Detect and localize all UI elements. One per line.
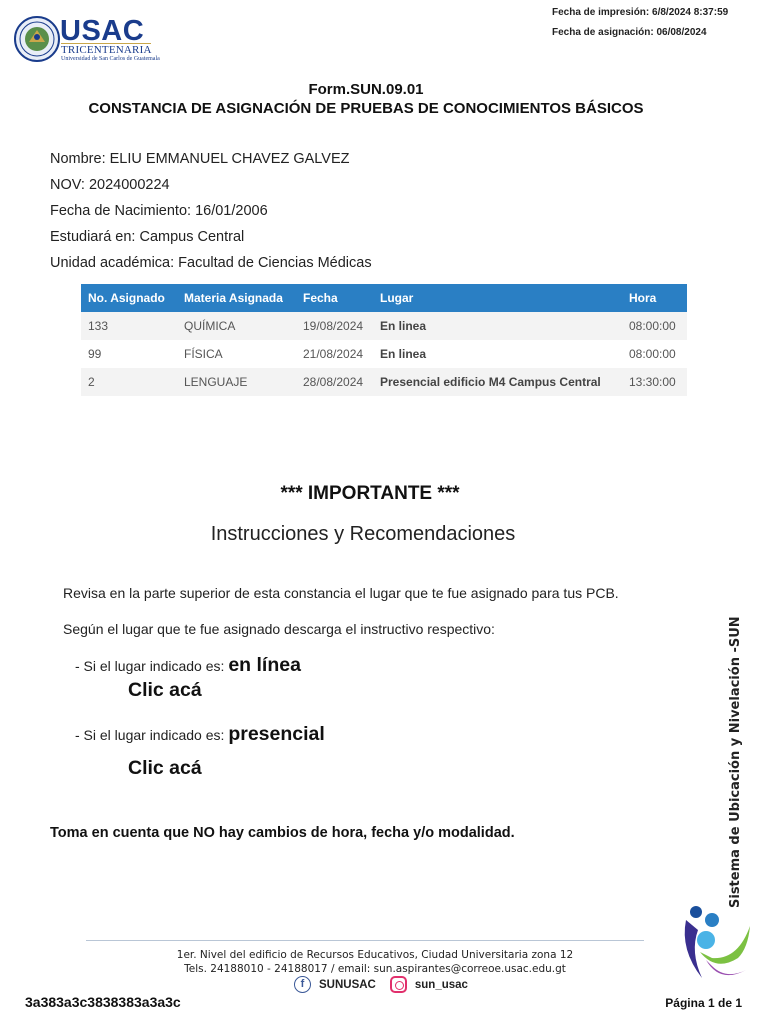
presencial-instruction — [75, 723, 325, 746]
logo-tagline: TRICENTENARIA — [61, 44, 152, 56]
cell-date: 21/08/2024 — [296, 340, 373, 368]
student-birthdate: Fecha de Nacimiento: 16/01/2006 — [50, 203, 268, 219]
cell-place: Presencial edificio M4 Campus Central — [373, 368, 622, 396]
student-campus: Estudiará en: Campus Central — [50, 229, 245, 245]
student-nov: NOV: 2024000224 — [50, 177, 170, 193]
cell-subject: LENGUAJE — [177, 368, 296, 396]
column-header: No. Asignado — [81, 284, 177, 312]
cell-time: 08:00:00 — [622, 340, 687, 368]
column-header: Fecha — [296, 284, 373, 312]
presencial-instructions-link[interactable]: Clic acá — [128, 757, 202, 779]
presencial-prefix: - Si el lugar indicado es: — [75, 727, 225, 743]
certificate-title: CONSTANCIA DE ASIGNACIÓN DE PRUEBAS DE CONOCIMIENTOS BÁSICOS — [88, 100, 644, 117]
social-links — [294, 976, 468, 993]
instruction-paragraph-1: Revisa en la parte superior de esta constancia el lugar que te fue asignado para tus PCB. — [63, 585, 619, 601]
cell-subject: QUÍMICA — [177, 312, 296, 340]
vertical-system-name: Sistema de Ubicación y Nivelación -SUN — [728, 616, 743, 908]
online-instructions-link[interactable]: Clic acá — [128, 679, 202, 701]
print-metadata — [552, 3, 752, 43]
online-prefix: - Si el lugar indicado es: — [75, 658, 225, 674]
cell-number: 133 — [81, 312, 177, 340]
footer-divider — [86, 940, 644, 941]
page-number: Página 1 de 1 — [665, 996, 742, 1010]
cell-date: 28/08/2024 — [296, 368, 373, 396]
important-heading: *** IMPORTANTE *** — [280, 483, 460, 504]
student-academic-unit: Unidad académica: Facultad de Ciencias Médicas — [50, 255, 372, 271]
verification-code: 3a383a3c3838383a3a3c — [25, 994, 181, 1010]
column-header: Materia Asignada — [177, 284, 296, 312]
cell-place: En linea — [373, 312, 622, 340]
footer-address-block — [86, 948, 664, 976]
print-date: Fecha de impresión: 6/8/2024 8:37:59 — [552, 7, 729, 18]
form-code: Form.SUN.09.01 — [308, 81, 424, 98]
assignments-table — [81, 284, 687, 396]
cell-place: En linea — [373, 340, 622, 368]
cell-time: 08:00:00 — [622, 312, 687, 340]
table-row — [81, 368, 687, 396]
sun-logo-icon — [676, 900, 756, 990]
presencial-value: presencial — [228, 723, 325, 745]
important-note: Toma en cuenta que NO hay cambios de hora, fecha y/o modalidad. — [50, 825, 515, 841]
cell-date: 19/08/2024 — [296, 312, 373, 340]
cell-subject: FÍSICA — [177, 340, 296, 368]
cell-number: 2 — [81, 368, 177, 396]
instagram-handle[interactable]: sun_usac — [414, 978, 468, 991]
instagram-icon[interactable] — [390, 976, 407, 993]
footer-address: 1er. Nivel del edificio de Recursos Educativos, Ciudad Universitaria zona 12 — [176, 949, 574, 961]
footer-contact: Tels. 24188010 - 24188017 / email: sun.aspirantes@correoe.usac.edu.gt — [184, 963, 566, 975]
logo-name: USAC — [60, 15, 145, 47]
cell-time: 13:30:00 — [622, 368, 687, 396]
student-name: Nombre: ELIU EMMANUEL CHAVEZ GALVEZ — [50, 151, 350, 167]
student-info — [50, 146, 372, 276]
university-seal-icon — [14, 16, 60, 62]
facebook-icon[interactable]: f — [294, 976, 311, 993]
logo-subtitle: Universidad de San Carlos de Guatemala — [61, 56, 160, 62]
table-header-row — [81, 284, 687, 312]
instructions-title: Instrucciones y Recomendaciones — [210, 523, 516, 545]
table-row — [81, 340, 687, 368]
document-title — [0, 80, 732, 118]
instruction-paragraph-2: Según el lugar que te fue asignado descarga el instructivo respectivo: — [63, 621, 495, 637]
online-value: en línea — [228, 654, 301, 676]
column-header: Lugar — [373, 284, 622, 312]
online-instruction — [75, 654, 301, 677]
usac-logo — [14, 15, 160, 66]
column-header: Hora — [622, 284, 687, 312]
table-row — [81, 312, 687, 340]
cell-number: 99 — [81, 340, 177, 368]
assignment-date: Fecha de asignación: 06/08/2024 — [552, 27, 707, 38]
facebook-handle[interactable]: SUNUSAC — [319, 978, 376, 991]
